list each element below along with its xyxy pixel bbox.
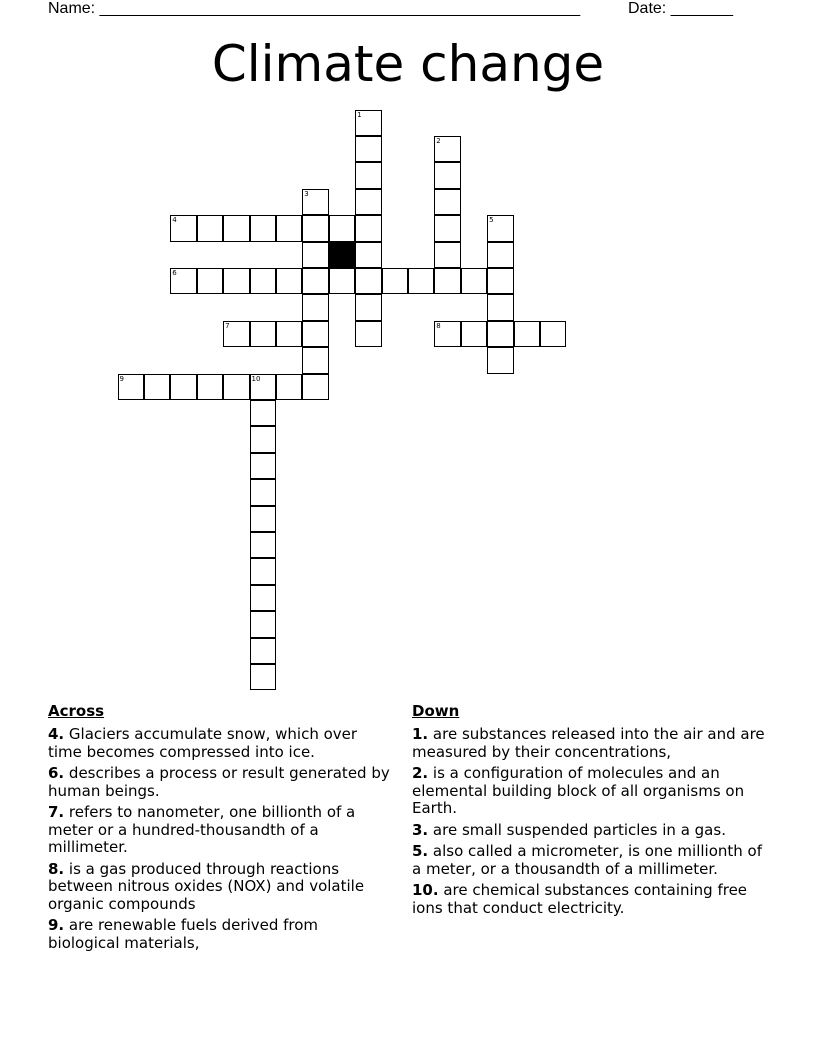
crossword-cell[interactable]	[487, 268, 514, 295]
crossword-cell[interactable]	[250, 400, 277, 427]
crossword-cell[interactable]	[302, 294, 329, 321]
crossword-cell[interactable]	[487, 347, 514, 374]
clue-across-4: 4. Glaciers accumulate snow, which over time becomes compressed into ice.	[48, 725, 358, 761]
name-field[interactable]: Name: ______________________________________________________	[48, 0, 581, 17]
crossword-cell[interactable]	[355, 215, 382, 242]
black-cell	[329, 242, 356, 269]
crossword-cell[interactable]	[170, 268, 197, 295]
clue-across-6: 6. describes a process or result generated by human beings.	[48, 764, 390, 800]
crossword-cell[interactable]	[250, 506, 277, 533]
crossword-cell[interactable]	[355, 189, 382, 216]
clue-number: 7	[225, 321, 230, 330]
crossword-cell[interactable]	[250, 638, 277, 665]
crossword-cell[interactable]	[250, 453, 277, 480]
crossword-cell[interactable]	[461, 268, 488, 295]
crossword-cell[interactable]	[276, 215, 303, 242]
crossword-cell[interactable]	[355, 110, 382, 137]
down-heading: Down	[412, 702, 460, 720]
crossword-cell[interactable]	[250, 585, 277, 612]
crossword-cell[interactable]	[355, 321, 382, 348]
crossword-cell[interactable]	[355, 136, 382, 163]
clue-across-7: 7. refers to nanometer, one billionth of a meter or a hundred-thousandth of a millimeter.	[48, 803, 356, 856]
crossword-cell[interactable]	[250, 321, 277, 348]
crossword-cell[interactable]	[434, 162, 461, 189]
clue-across-9: 9. are renewable fuels derived from biological materials,	[48, 916, 319, 952]
crossword-cell[interactable]	[355, 268, 382, 295]
down-clues	[412, 702, 772, 921]
crossword-cell[interactable]	[434, 189, 461, 216]
clue-number: 5	[489, 216, 494, 225]
crossword-cell[interactable]	[197, 374, 224, 401]
crossword-cell[interactable]	[461, 321, 488, 348]
crossword-cell[interactable]	[170, 215, 197, 242]
clue-down-2: 2. is a configuration of molecules and an elemental building block of all organisms on Earth.	[412, 764, 745, 817]
across-clues	[48, 702, 393, 956]
clue-number: 10	[251, 374, 261, 383]
crossword-cell[interactable]	[355, 242, 382, 269]
crossword-cell[interactable]	[250, 215, 277, 242]
crossword-cell[interactable]	[250, 664, 277, 691]
crossword-cell[interactable]	[355, 294, 382, 321]
crossword-cell[interactable]	[540, 321, 567, 348]
crossword-cell[interactable]	[302, 374, 329, 401]
crossword-cell[interactable]	[223, 321, 250, 348]
crossword-cell[interactable]	[197, 268, 224, 295]
clue-number: 8	[436, 321, 441, 330]
crossword-cell[interactable]	[487, 242, 514, 269]
crossword-cell[interactable]	[434, 215, 461, 242]
crossword-cell[interactable]	[302, 347, 329, 374]
across-heading: Across	[48, 702, 105, 720]
crossword-cell[interactable]	[329, 215, 356, 242]
crossword-cell[interactable]	[223, 374, 250, 401]
crossword-cell[interactable]	[250, 532, 277, 559]
crossword-cell[interactable]	[434, 242, 461, 269]
crossword-cell[interactable]	[250, 426, 277, 453]
crossword-cell[interactable]	[223, 215, 250, 242]
crossword-cell[interactable]	[329, 268, 356, 295]
clue-number: 6	[172, 268, 177, 277]
crossword-cell[interactable]	[487, 294, 514, 321]
crossword-cell[interactable]	[302, 215, 329, 242]
crossword-cell[interactable]	[487, 321, 514, 348]
clue-down-1: 1. are substances released into the air and are measured by their concentrations,	[412, 725, 765, 761]
clue-number: 4	[172, 216, 177, 225]
crossword-cell[interactable]	[118, 374, 145, 401]
crossword-cell[interactable]	[434, 321, 461, 348]
crossword-cell[interactable]	[302, 268, 329, 295]
crossword-cell[interactable]	[434, 268, 461, 295]
clue-number: 2	[436, 136, 441, 145]
clue-down-10: 10. are chemical substances containing free ions that conduct electricity.	[412, 881, 748, 917]
clue-down-3: 3. are small suspended particles in a gas.	[412, 820, 726, 839]
crossword-cell[interactable]	[276, 321, 303, 348]
clue-number: 9	[119, 374, 124, 383]
crossword-cell[interactable]	[514, 321, 541, 348]
crossword-cell[interactable]	[250, 268, 277, 295]
clue-number: 1	[357, 110, 362, 119]
crossword-cell[interactable]	[302, 189, 329, 216]
clue-across-8: 8. is a gas produced through reactions between nitrous oxides (NOX) and volatile organic compounds	[48, 859, 365, 913]
clue-down-5: 5. also called a micrometer, is one millionth of a meter, or a thousandth of a millimeter.	[412, 842, 762, 878]
crossword-cell[interactable]	[250, 479, 277, 506]
crossword-cell[interactable]	[487, 215, 514, 242]
page-title: Climate change	[211, 35, 605, 93]
crossword-cell[interactable]	[170, 374, 197, 401]
crossword-cell[interactable]	[276, 374, 303, 401]
crossword-cell[interactable]	[223, 268, 250, 295]
crossword-cell[interactable]	[276, 268, 303, 295]
crossword-cell[interactable]	[302, 242, 329, 269]
clue-number: 3	[304, 189, 309, 198]
crossword-cell[interactable]	[382, 268, 409, 295]
crossword-cell[interactable]	[144, 374, 171, 401]
crossword-cell[interactable]	[197, 215, 224, 242]
crossword-cell[interactable]	[250, 558, 277, 585]
date-field[interactable]: Date: _______	[628, 0, 733, 17]
crossword-cell[interactable]	[434, 136, 461, 163]
crossword-cell[interactable]	[408, 268, 435, 295]
crossword-cell[interactable]	[250, 611, 277, 638]
crossword-cell[interactable]	[355, 162, 382, 189]
crossword-cell[interactable]	[250, 374, 277, 401]
crossword-cell[interactable]	[302, 321, 329, 348]
